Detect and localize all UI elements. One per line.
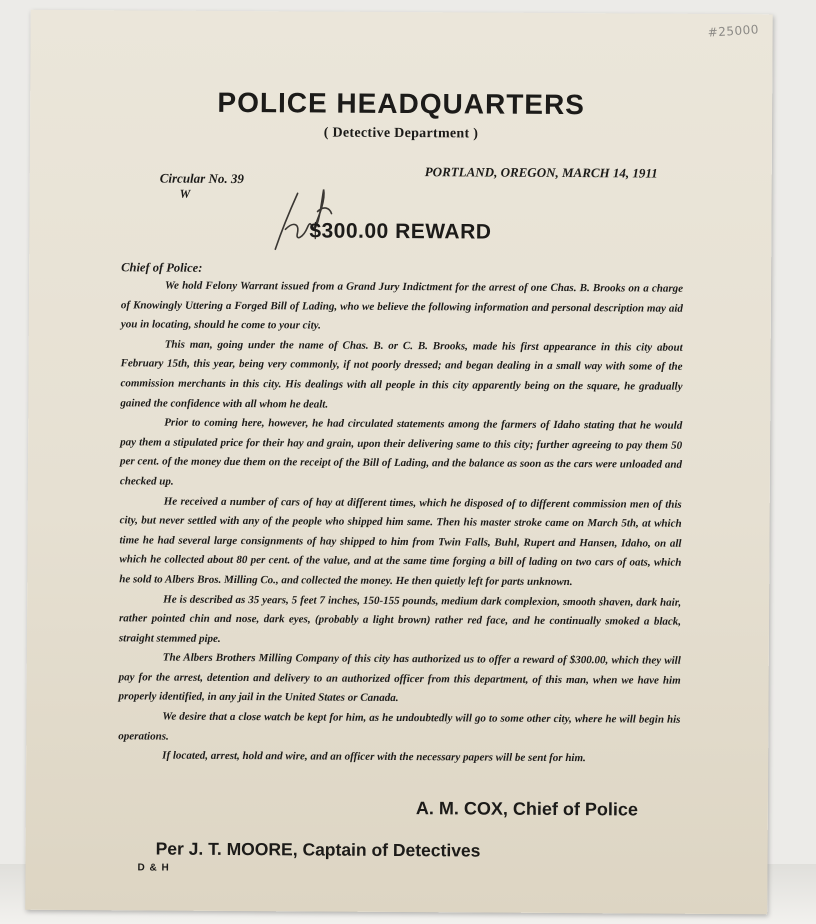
printer-mark: D & H bbox=[137, 862, 170, 874]
paragraph-arrival: This man, going under the name of Chas. B. or C. B. Brooks, made his first appearance in this city about February 15th, this year, being very commonly, if not poorly dressed; and began dealing in a small way with some of the commission merchants in this city. His dealings with all people in this city apparently being on the square, he gradually gained the confidence with all whom he dealt. bbox=[120, 338, 683, 411]
reward-heading: $300.00 REWARD bbox=[309, 219, 492, 244]
reward-circular-sheet bbox=[25, 10, 772, 915]
paragraph-idaho-scheme: Prior to coming here, however, he had circulated statements among the farmers of Idaho stating that he would pay them a stipulated price for their hay and grain, upon their delivering same to this city; further agreeing to pay them 50 per cent. of the money due them on the receipt of the Bill of Lading, and the balance as soon as the cars were unloaded and checked up. bbox=[119, 416, 683, 488]
chief-signature: A. M. COX, Chief of Police bbox=[415, 798, 638, 820]
handwritten-initials-scrawl bbox=[267, 171, 338, 261]
department-subtitle: ( Detective Department ) bbox=[323, 125, 479, 142]
paragraph-fraud: He received a number of cars of hay at different times, which he disposed of to different commission men of this city, but never settled with any of the people who shipped him same. Then his master stroke came on March 5th, at which time he had several large consignments of hay shipped to him from Twin Falls, Buhl, Rupert and Hansen, Idaho, on all which he collected about 80 per cent. of the value, and at the same time forging a bill of lading on two cars of oats, which he sold to Albers Bros. Milling Co., and collected the money. He then quietly left for parts unknown. bbox=[119, 495, 682, 588]
captain-signature: Per J. T. MOORE, Captain of Detectives bbox=[155, 838, 481, 861]
circular-body bbox=[118, 276, 683, 769]
pencil-inventory-note: #25000 bbox=[707, 22, 760, 40]
paragraph-instructions: If located, arrest, hold and wire, and an officer with the necessary papers will be sent for him. bbox=[162, 749, 586, 765]
paragraph-warrant: We hold Felony Warrant issued from a Grand Jury Indictment for the arrest of one Chas. B. Brooks on a charge of Knowingly Uttering a Forged Bill of Lading, who we believe the following information and personal description may aid you in locating, should he come to your city. bbox=[120, 279, 684, 332]
document-title: POLICE HEADQUARTERS bbox=[217, 86, 586, 121]
paragraph-reward-offer: The Albers Brothers Milling Company of this city has authorized us to offer a reward of $300.00, which they will pay for the arrest, detention and delivery to an authorized officer from this department, of this man, when we have him properly identified, in any jail in the United States or Canada. bbox=[118, 651, 681, 705]
circular-mark: W bbox=[179, 186, 191, 201]
salutation: Chief of Police: bbox=[121, 260, 203, 275]
dateline: PORTLAND, OREGON, MARCH 14, 1911 bbox=[424, 164, 658, 181]
paragraph-description: He is described as 35 years, 5 feet 7 inches, 150-155 pounds, medium dark complexion, smooth shaven, dark hair, rather pointed chin and nose, dark eyes, (probably a light brown) rather red face, and he continually smoked a black, straight stemmed pipe. bbox=[118, 593, 682, 645]
paragraph-watch: We desire that a close watch be kept for him, as he undoubtedly will go to some other city, where he will begin his operations. bbox=[118, 710, 681, 743]
circular-number: Circular No. 39 bbox=[159, 170, 244, 187]
